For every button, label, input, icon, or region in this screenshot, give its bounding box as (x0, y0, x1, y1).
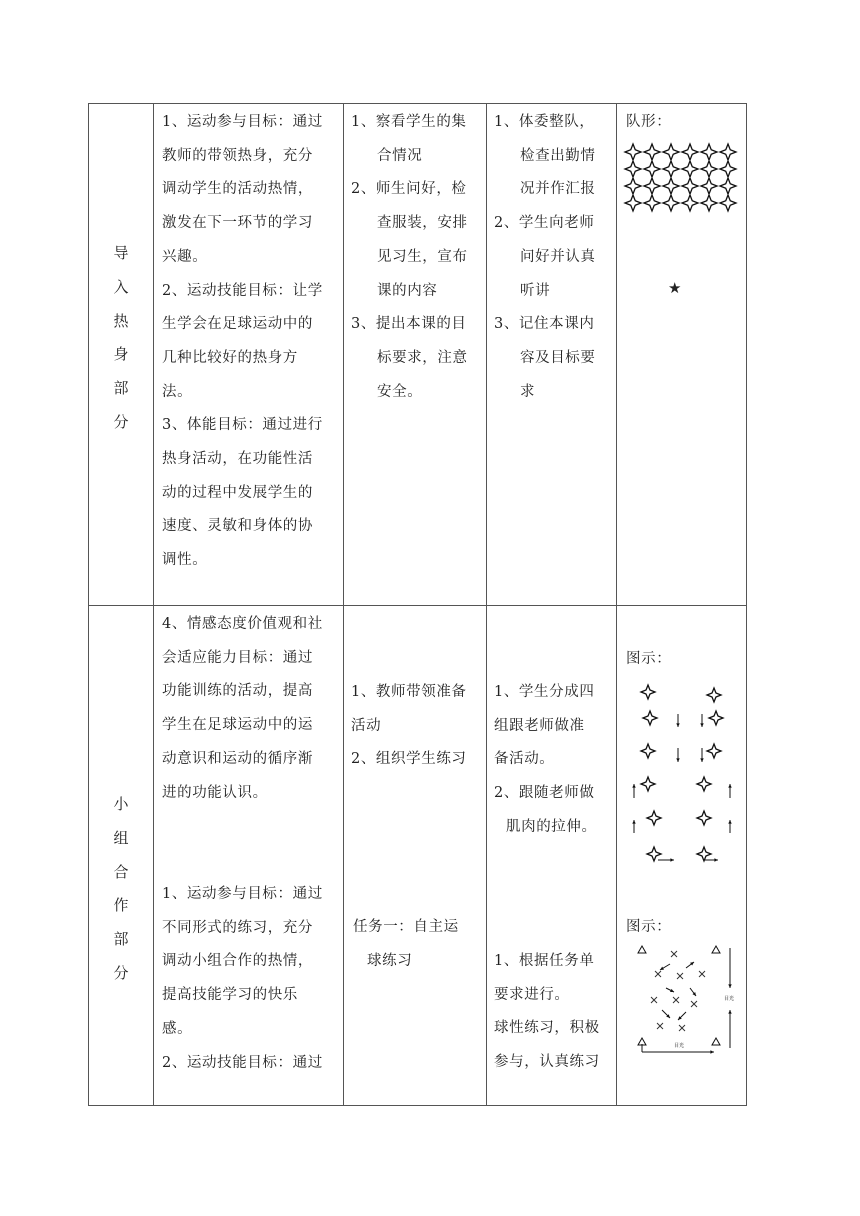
diagram-label: 图示： (626, 651, 672, 667)
arrowhead-icon (714, 858, 718, 861)
diagram-label: 图示： (626, 919, 672, 935)
objective-line: 2、运动技能目标：通过 (162, 1054, 323, 1071)
student-line: 2、学生向老师 (494, 215, 595, 232)
student-marker-icon (707, 744, 721, 758)
student-marker-icon (707, 688, 721, 702)
teacher-activity-cell (351, 106, 468, 409)
objective-line: 调性。 (162, 552, 208, 569)
student-marker-icon (720, 161, 736, 177)
objective-line: 会适应能力目标：通过 (162, 649, 313, 666)
arrowhead-icon (728, 1010, 731, 1014)
student-marker-icon (625, 144, 641, 160)
arrowhead-icon (670, 858, 674, 861)
objectives-cell-b (162, 878, 323, 1080)
student-line: 3、记住本课内 (494, 316, 595, 333)
student-line: 球性练习，积极 (494, 1020, 600, 1037)
teacher-line: 见习生，宣布 (377, 248, 468, 265)
teacher-activity-cell-b (353, 911, 459, 978)
diagram-tag-text: 目光 (724, 996, 735, 1002)
student-marker-icon (701, 144, 717, 160)
teacher-line: 球练习 (367, 952, 413, 969)
cone-icon (712, 1038, 720, 1045)
objective-line: 感。 (162, 1020, 193, 1037)
teacher-line: 标要求，注意 (377, 349, 468, 366)
student-line: 听讲 (520, 282, 551, 299)
student-line: 1、体委整队， (494, 114, 595, 130)
diagram-tag-text: 目光 (674, 1043, 685, 1049)
objective-line: 学生在足球运动中的运 (162, 717, 313, 734)
arrowhead-icon (728, 984, 731, 988)
objective-line: 法。 (162, 383, 193, 400)
student-marker-icon (647, 847, 661, 861)
objectives-cell (162, 106, 323, 578)
arrowhead-icon (632, 820, 635, 824)
formation-diagram (624, 142, 744, 214)
student-activity-cell-b (494, 945, 600, 1080)
student-marker-icon (697, 811, 711, 825)
objective-line: 1、运动参与目标：通过 (162, 886, 323, 902)
student-marker-icon (625, 195, 641, 211)
objective-line: 几种比较好的热身方 (162, 349, 298, 366)
objectives-cell-a (162, 608, 323, 810)
objective-line: 动意识和运动的循序渐 (162, 750, 313, 767)
student-marker-icon (682, 195, 698, 211)
teacher-activity-cell-a (351, 676, 467, 777)
student-line: 备活动。 (494, 751, 555, 768)
arrowhead-icon (676, 758, 679, 762)
student-marker-icon (682, 178, 698, 194)
cone-icon (712, 946, 720, 953)
student-line: 肌肉的拉伸。 (506, 818, 597, 835)
student-marker-icon (701, 195, 717, 211)
student-marker-icon (641, 744, 655, 758)
objective-line: 进的功能认识。 (162, 784, 268, 801)
section-label-group-work: 小 组 合 作 部 分 (113, 795, 129, 982)
objective-line: 教师的带领热身，充分 (162, 147, 313, 164)
student-marker-icon (641, 777, 655, 791)
objective-line: 1、运动参与目标：通过 (162, 114, 323, 130)
teacher-line: 3、提出本课的目 (351, 316, 467, 333)
arrowhead-icon (700, 723, 703, 727)
column-divider (153, 103, 154, 1106)
objective-line: 动的过程中发展学生的 (162, 484, 313, 501)
student-marker-icon (697, 777, 711, 791)
student-marker-icon (663, 195, 679, 211)
arrowhead-icon (728, 784, 731, 788)
student-marker-icon (644, 195, 660, 211)
teacher-line: 查服装，安排 (377, 215, 468, 232)
cone-icon (638, 1038, 646, 1045)
teacher-line: 合情况 (377, 147, 423, 164)
teacher-line: 活动 (351, 717, 382, 734)
objective-line: 调动小组合作的热情， (162, 953, 313, 970)
column-divider (616, 103, 617, 1106)
student-marker-icon (701, 178, 717, 194)
student-line: 检查出勤情 (520, 147, 596, 164)
objective-line: 3、体能目标：通过进行 (162, 417, 323, 434)
teacher-line: 2、师生问好，检 (351, 181, 467, 198)
teacher-line: 1、察看学生的集 (351, 114, 467, 130)
arrowhead-icon (700, 758, 703, 762)
student-marker-icon (625, 178, 641, 194)
table-bottom-border (88, 1105, 747, 1106)
student-line: 况并作汇报 (520, 181, 596, 198)
teacher-line: 2、组织学生练习 (351, 751, 467, 768)
teacher-line: 任务一：自主运 (353, 919, 459, 935)
student-marker-icon (644, 144, 660, 160)
student-marker-icon (682, 161, 698, 177)
arrowhead-icon (728, 820, 731, 824)
student-marker-icon (682, 144, 698, 160)
student-marker-icon (720, 144, 736, 160)
table-left-border (88, 103, 89, 1106)
arrowhead-icon (632, 784, 635, 788)
student-line: 容及目标要 (520, 349, 596, 366)
student-line: 1、学生分成四 (494, 684, 595, 700)
objective-line: 调动学生的活动热情， (162, 181, 313, 198)
objective-line: 4、情感态度价值观和社 (162, 616, 323, 632)
dribbling-diagram (630, 944, 742, 1054)
student-marker-icon (720, 178, 736, 194)
teacher-position-star: ★ (668, 279, 682, 297)
student-line: 问好并认真 (520, 248, 596, 265)
objective-line: 速度、灵敏和身体的协 (162, 518, 313, 535)
student-marker-icon (643, 711, 657, 725)
student-marker-icon (663, 144, 679, 160)
section-label-warmup: 导 入 热 身 部 分 (113, 244, 129, 431)
row-divider (88, 605, 747, 606)
student-line: 组跟老师做准 (494, 717, 585, 734)
student-marker-icon (647, 811, 661, 825)
teacher-line: 1、教师带领准备 (351, 684, 467, 700)
student-line: 求 (520, 383, 536, 400)
objective-line: 激发在下一环节的学习 (162, 215, 313, 232)
objective-line: 热身活动，在功能性活 (162, 451, 313, 468)
column-divider (343, 103, 344, 1106)
objective-line: 生学会在足球运动中的 (162, 316, 313, 333)
objective-line: 兴趣。 (162, 248, 208, 265)
student-line: 要求进行。 (494, 986, 570, 1003)
column-divider (486, 103, 487, 1106)
student-marker-icon (625, 161, 641, 177)
student-line: 1、根据任务单 (494, 953, 595, 969)
student-activity-cell (494, 106, 596, 409)
student-marker-icon (644, 161, 660, 177)
warmup-diagram (624, 678, 742, 868)
student-marker-icon (720, 195, 736, 211)
student-line: 参与，认真练习 (494, 1054, 600, 1071)
objective-line: 功能训练的活动，提高 (162, 683, 313, 700)
student-marker-icon (663, 161, 679, 177)
student-marker-icon (709, 711, 723, 725)
formation-label: 队形： (626, 114, 672, 130)
student-marker-icon (641, 685, 655, 699)
objective-line: 2、运动技能目标：让学 (162, 282, 323, 299)
student-marker-icon (697, 847, 711, 861)
student-activity-cell-a (494, 676, 597, 845)
arrowhead-icon (676, 723, 679, 727)
teacher-line: 安全。 (377, 383, 423, 400)
table-top-border (88, 103, 747, 104)
objective-line: 提高技能学习的快乐 (162, 987, 298, 1004)
student-line: 2、跟随老师做 (494, 785, 595, 802)
cone-icon (638, 946, 646, 953)
student-marker-icon (663, 178, 679, 194)
student-marker-icon (701, 161, 717, 177)
objective-line: 不同形式的练习，充分 (162, 919, 313, 936)
student-marker-icon (644, 178, 660, 194)
arrowhead-icon (710, 1050, 714, 1053)
teacher-line: 课的内容 (377, 282, 438, 299)
table-right-border (746, 103, 747, 1106)
